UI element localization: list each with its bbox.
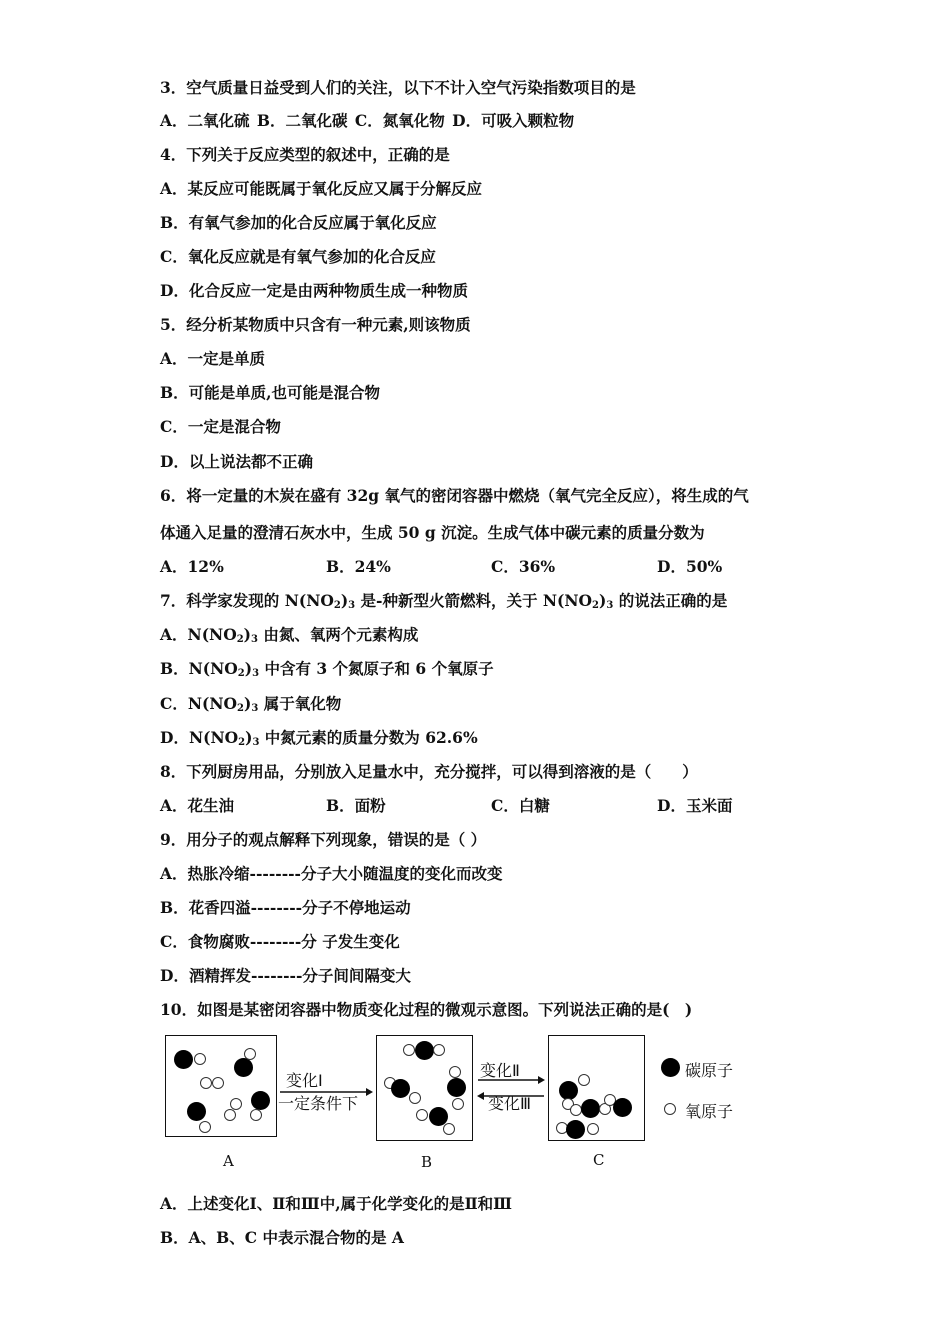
q9-option-a: A．热胀冷缩--------分子大小随温度的变化而改变 [160,864,503,883]
q4-stem: 4．下列关于反应类型的叙述中，正确的是 [160,145,450,164]
carbon-atom [174,1050,193,1069]
oxygen-atom [244,1048,256,1060]
legend-oxygen-label: 氧原子 [685,1102,734,1121]
q5-option-b: B．可能是单质,也可能是混合物 [160,383,380,402]
container-a [165,1035,277,1137]
carbon-atom [581,1099,600,1118]
carbon-atom [566,1120,585,1139]
q8-option-d: D．玉米面 [657,796,733,815]
q6-option-c: C．36% [491,557,556,576]
container-b [376,1035,473,1141]
q4-option-c: C．氧化反应就是有氧气参加的化合反应 [160,247,436,266]
q5-option-d: D．以上说法都不正确 [160,452,313,471]
q3-options: A．二氧化硫 B．二氧化碳 C．氮氧化物 D．可吸入颗粒物 [160,111,575,130]
oxygen-atom [409,1092,421,1104]
oxygen-atom [194,1053,206,1065]
q10-option-b: B．A、B、C 中表示混合物的是 A [160,1228,404,1247]
oxygen-atom [212,1077,224,1089]
q4-option-b: B．有氧气参加的化合反应属于氧化反应 [160,213,437,232]
formula: $N(NO_2)_3$ [187,694,259,714]
label-b: B [421,1153,433,1171]
oxygen-atom [199,1121,211,1133]
q6-option-d: D．50% [657,557,723,576]
q5-option-a: A．一定是单质 [160,349,266,368]
oxygen-atom [200,1077,212,1089]
carbon-atom [391,1079,410,1098]
condition-label: 一定条件下 [278,1094,359,1113]
q7-stem: 7．科学家发现的 $N(NO_2)_3$ 是-种新型火箭燃料，关于 $N(NO_2)_3$ 的说法正确的是 [160,591,728,611]
carbon-atom [234,1058,253,1077]
oxygen-atom [224,1109,236,1121]
reaction-diagram [160,1030,760,1175]
change-1-label: 变化Ⅰ [286,1071,323,1090]
q7-option-b: B．$N(NO_2)_3$ 中含有 3 个氮原子和 6 个氧原子 [160,659,494,679]
oxygen-atom [587,1123,599,1135]
label-c: C [593,1151,605,1169]
formula: $N(NO_2)_3$ [542,591,614,611]
oxygen-atom [443,1123,455,1135]
q7-option-a: A．$N(NO_2)_3$ 由氮、氧两个元素构成 [160,625,419,645]
q5-stem: 5．经分析某物质中只含有一种元素,则该物质 [160,315,471,334]
formula: $N(NO_2)_3$ [188,728,260,748]
oxygen-atom [403,1044,415,1056]
formula: $N(NO_2)_3$ [284,591,356,611]
carbon-atom [613,1098,632,1117]
carbon-atom [447,1078,466,1097]
oxygen-atom [578,1074,590,1086]
change-2-label: 变化Ⅱ [480,1061,520,1080]
q8-stem: 8．下列厨房用品，分别放入足量水中，充分搅拌，可以得到溶液的是（ ） [160,762,698,781]
oxygen-atom [416,1109,428,1121]
q9-stem: 9．用分子的观点解释下列现象，错误的是（ ） [160,830,487,849]
oxygen-atom [250,1109,262,1121]
container-c [548,1035,645,1141]
carbon-atom [251,1091,270,1110]
formula: $N(NO_2)_3$ [187,625,258,645]
q9-option-b: B．花香四溢--------分子不停地运动 [160,898,411,917]
q7-option-d: D．$N(NO_2)_3$ 中氮元素的质量分数为 62.6% [160,728,478,748]
q6-option-b: B．24% [326,557,391,576]
q3-stem: 3．空气质量日益受到人们的关注，以下不计入空气污染指数项目的是 [160,78,636,97]
label-a: A [223,1152,234,1170]
q8-option-b: B．面粉 [326,796,386,815]
q4-option-d: D．化合反应一定是由两种物质生成一种物质 [160,281,468,300]
formula: $N(NO_2)_3$ [188,659,260,679]
oxygen-atom [449,1066,461,1078]
q10-option-a: A．上述变化Ⅰ、Ⅱ和Ⅲ中,属于化学变化的是Ⅱ和Ⅲ [160,1194,513,1213]
q8-option-c: C．白糖 [491,796,550,815]
legend-carbon-icon [661,1058,680,1077]
carbon-atom [187,1102,206,1121]
legend-carbon-label: 碳原子 [685,1061,734,1080]
q8-option-a: A．花生油 [160,796,235,815]
q6-stem-line1: 6．将一定量的木炭在盛有 32g 氧气的密闭容器中燃烧（氧气完全反应），将生成的气 [160,486,749,505]
legend-oxygen-icon [664,1103,676,1115]
oxygen-atom [230,1098,242,1110]
q9-option-c: C．食物腐败--------分 子发生变化 [160,932,400,951]
q6-option-a: A．12% [160,557,224,576]
oxygen-atom [433,1044,445,1056]
q4-option-a: A．某反应可能既属于氧化反应又属于分解反应 [160,179,483,198]
q7-option-c: C．$N(NO_2)_3$ 属于氧化物 [160,694,342,714]
q5-option-c: C．一定是混合物 [160,417,281,436]
q10-stem: 10．如图是某密闭容器中物质变化过程的微观示意图。下列说法正确的是( ) [160,1000,693,1019]
q6-stem-line2: 体通入足量的澄清石灰水中，生成 50 g 沉淀。生成气体中碳元素的质量分数为 [160,523,705,542]
change-3-label: 变化Ⅲ [488,1094,532,1113]
carbon-atom [415,1041,434,1060]
q9-option-d: D．酒精挥发--------分子间间隔变大 [160,966,411,985]
oxygen-atom [452,1098,464,1110]
